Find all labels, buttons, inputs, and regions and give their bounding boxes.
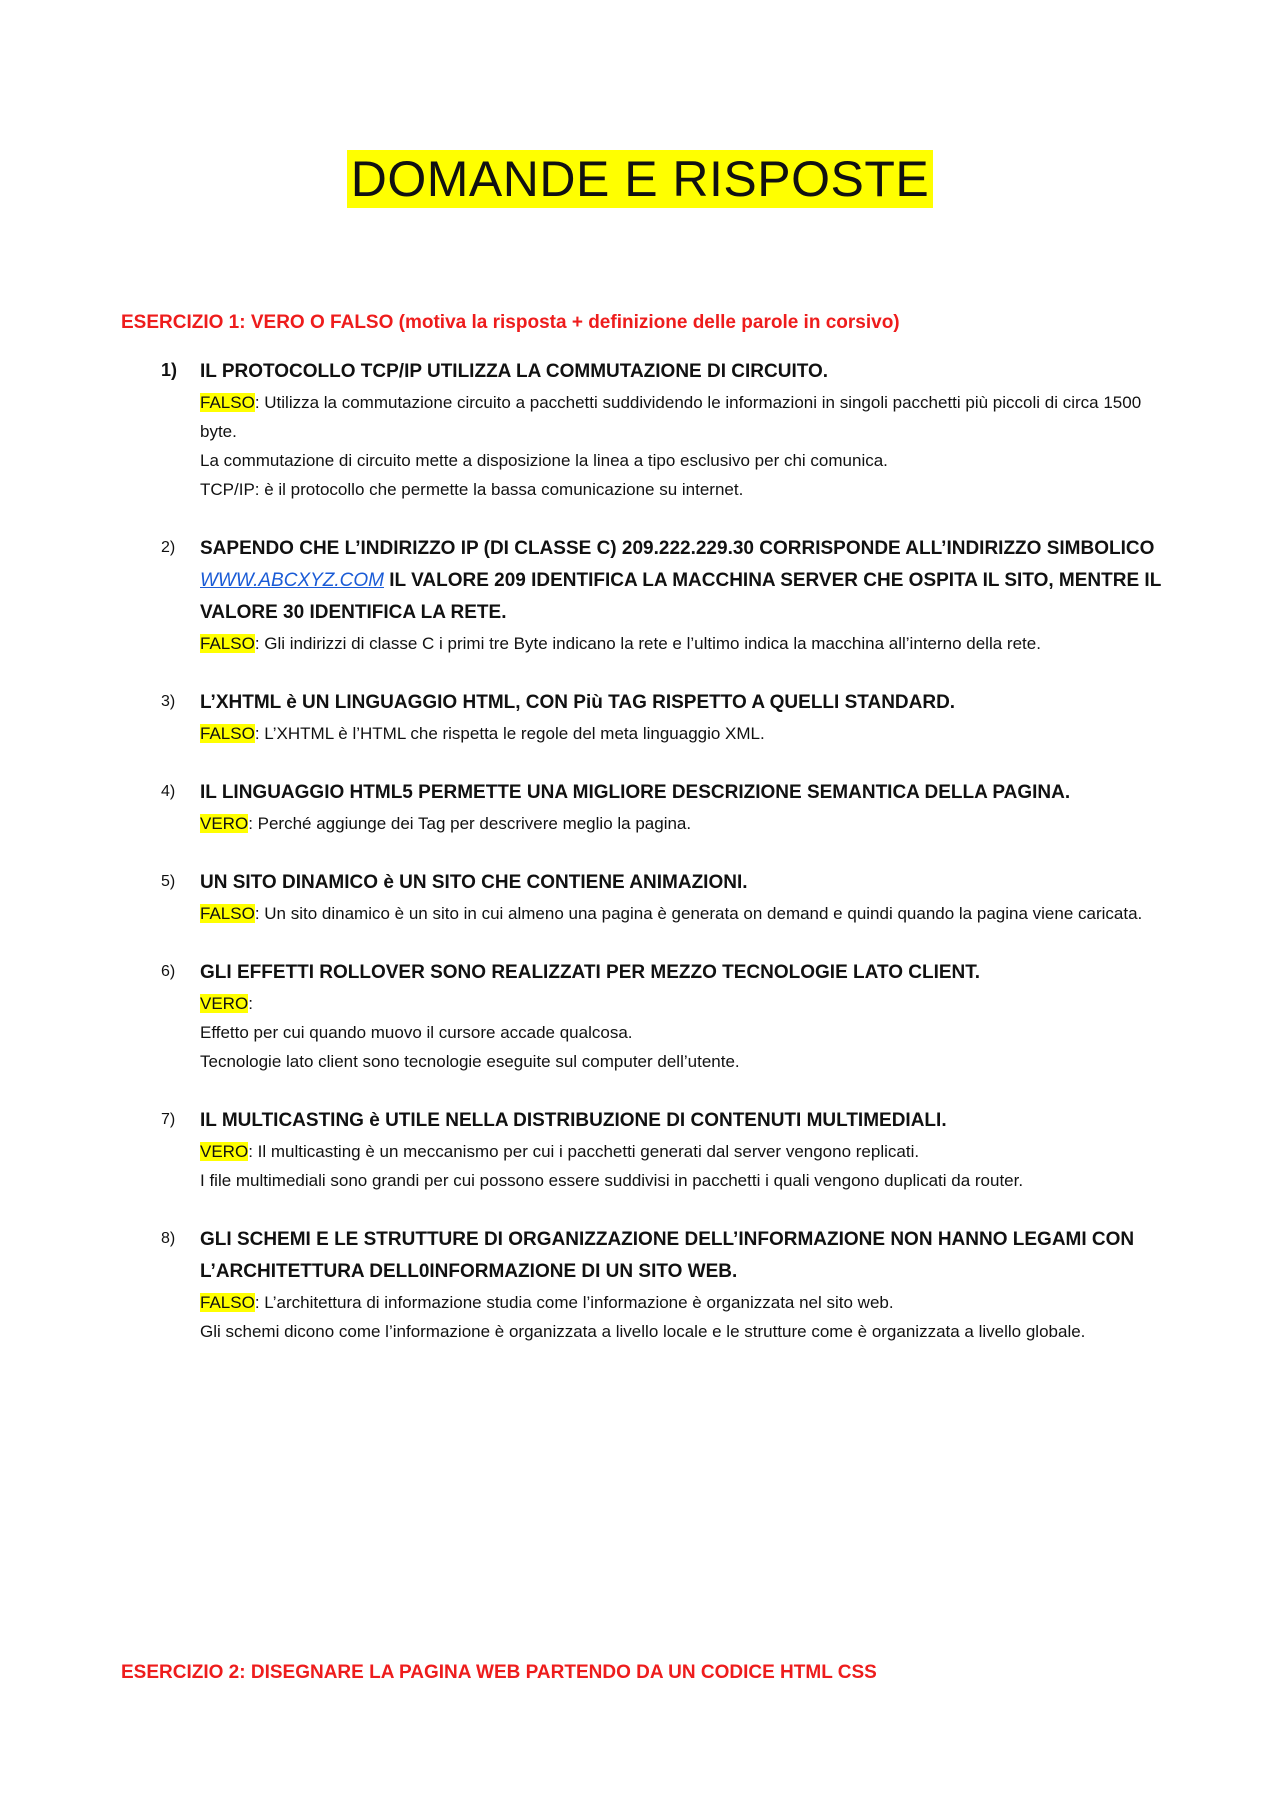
- question-title: IL PROTOCOLLO TCP/IP UTILIZZA LA COMMUTAZIONE DI CIRCUITO.: [200, 361, 829, 382]
- question-title: UN SITO DINAMICO è UN SITO CHE CONTIENE ANIMAZIONI.: [200, 872, 748, 893]
- exercise-1-heading: ESERCIZIO 1: VERO O FALSO (motiva la risposta + definizione delle parole in corsivo): [121, 312, 900, 333]
- answer-line: Effetto per cui quando muovo il cursore accade qualcosa.: [200, 1023, 633, 1042]
- verdict-badge: VERO: [200, 1142, 249, 1161]
- exercise-2-heading: ESERCIZIO 2: DISEGNARE LA PAGINA WEB PARTENDO DA UN CODICE HTML CSS: [121, 1662, 877, 1683]
- page-title: DOMANDE E RISPOSTE: [347, 150, 934, 208]
- question-title: IL MULTICASTING è UTILE NELLA DISTRIBUZIONE DI CONTENUTI MULTIMEDIALI.: [200, 1110, 947, 1131]
- answer-line: Gli schemi dicono come l’informazione è organizzata a livello locale e le strutture come è organizzata a livello globale.: [200, 1322, 1086, 1341]
- answer-line: La commutazione di circuito mette a disposizione la linea a tipo esclusivo per chi comunica.: [200, 451, 888, 470]
- question-title-part: IL VALORE 209 IDENTIFICA LA MACCHINA SERVER CHE OSPITA IL SITO, MENTRE IL VALORE 30 IDENTIFICA LA RETE.: [200, 570, 1161, 623]
- verdict-badge: FALSO: [200, 1293, 255, 1312]
- answer-line: [200, 629, 1161, 658]
- answer-line: [200, 899, 1161, 928]
- question-item: [121, 957, 1161, 1076]
- answer-text: : Utilizza la commutazione circuito a pacchetti suddividendo le informazioni in singoli pacchetti più piccoli di circa 1500 byte.: [200, 393, 1142, 441]
- answer-text: :: [248, 994, 253, 1013]
- answer-text: : Perché aggiunge dei Tag per descrivere meglio la pagina.: [248, 814, 692, 833]
- question-title: [200, 533, 1161, 629]
- verdict-badge: VERO: [200, 994, 249, 1013]
- question-title: L’XHTML è UN LINGUAGGIO HTML, CON Più TAG RISPETTO A QUELLI STANDARD.: [200, 692, 956, 713]
- question-title: GLI SCHEMI E LE STRUTTURE DI ORGANIZZAZIONE DELL’INFORMAZIONE NON HANNO LEGAMI CON L’ARCHITETTURA DELL0INFORMAZIONE DI UN SITO WEB.: [200, 1229, 1135, 1282]
- question-title-part: SAPENDO CHE L’INDIRIZZO IP (DI CLASSE C) 209.222.229.30 CORRISPONDE ALL’INDIRIZZO SIMBOLICO: [200, 538, 1155, 559]
- question-title: IL LINGUAGGIO HTML5 PERMETTE UNA MIGLIORE DESCRIZIONE SEMANTICA DELLA PAGINA.: [200, 782, 1071, 803]
- question-number: 5): [161, 873, 176, 890]
- question-number: 6): [161, 963, 176, 980]
- question-item: [121, 533, 1161, 658]
- question-item: [121, 687, 1161, 748]
- answer-text: : Un sito dinamico è un sito in cui almeno una pagina è generata on demand e quindi quando la pagina viene caricata.: [254, 904, 1143, 923]
- answer-line: [200, 1288, 1161, 1317]
- answer-line: [200, 809, 1161, 838]
- question-number: 2): [161, 539, 176, 556]
- website-link[interactable]: WWW.ABCXYZ.COM: [200, 570, 384, 591]
- verdict-badge: VERO: [200, 814, 249, 833]
- answer-text: : Il multicasting è un meccanismo per cui i pacchetti generati dal server vengono replicati.: [248, 1142, 920, 1161]
- answer-text: : Gli indirizzi di classe C i primi tre Byte indicano la rete e l’ultimo indica la macchina all’interno della rete.: [254, 634, 1041, 653]
- answer-line: Tecnologie lato client sono tecnologie eseguite sul computer dell’utente.: [200, 1052, 740, 1071]
- answer-line: [200, 388, 1161, 446]
- question-item: [121, 356, 1161, 504]
- question-number: 1): [161, 360, 178, 380]
- answer-line: TCP/IP: è il protocollo che permette la bassa comunicazione su internet.: [200, 480, 744, 499]
- question-item: [121, 867, 1161, 928]
- answer-line: I file multimediali sono grandi per cui possono essere suddivisi in pacchetti i quali vengono duplicati da router.: [200, 1171, 1024, 1190]
- answer-line: [200, 1137, 1161, 1166]
- question-item: [121, 1224, 1161, 1346]
- verdict-badge: FALSO: [200, 724, 255, 743]
- verdict-badge: FALSO: [200, 393, 255, 412]
- answer-text: : L’architettura di informazione studia come l’informazione è organizzata nel sito web.: [254, 1293, 894, 1312]
- question-title: GLI EFFETTI ROLLOVER SONO REALIZZATI PER MEZZO TECNOLOGIE LATO CLIENT.: [200, 962, 981, 983]
- question-list: [121, 356, 1161, 1346]
- question-number: 8): [161, 1230, 176, 1247]
- question-item: [121, 777, 1161, 838]
- answer-line: [200, 989, 1161, 1018]
- title-wrap: [0, 150, 1280, 208]
- verdict-badge: FALSO: [200, 904, 255, 923]
- question-number: 4): [161, 783, 176, 800]
- question-number: 3): [161, 693, 176, 710]
- verdict-badge: FALSO: [200, 634, 255, 653]
- answer-text: : L’XHTML è l’HTML che rispetta le regole del meta linguaggio XML.: [254, 724, 765, 743]
- question-item: [121, 1105, 1161, 1195]
- question-number: 7): [161, 1111, 176, 1128]
- answer-line: [200, 719, 1161, 748]
